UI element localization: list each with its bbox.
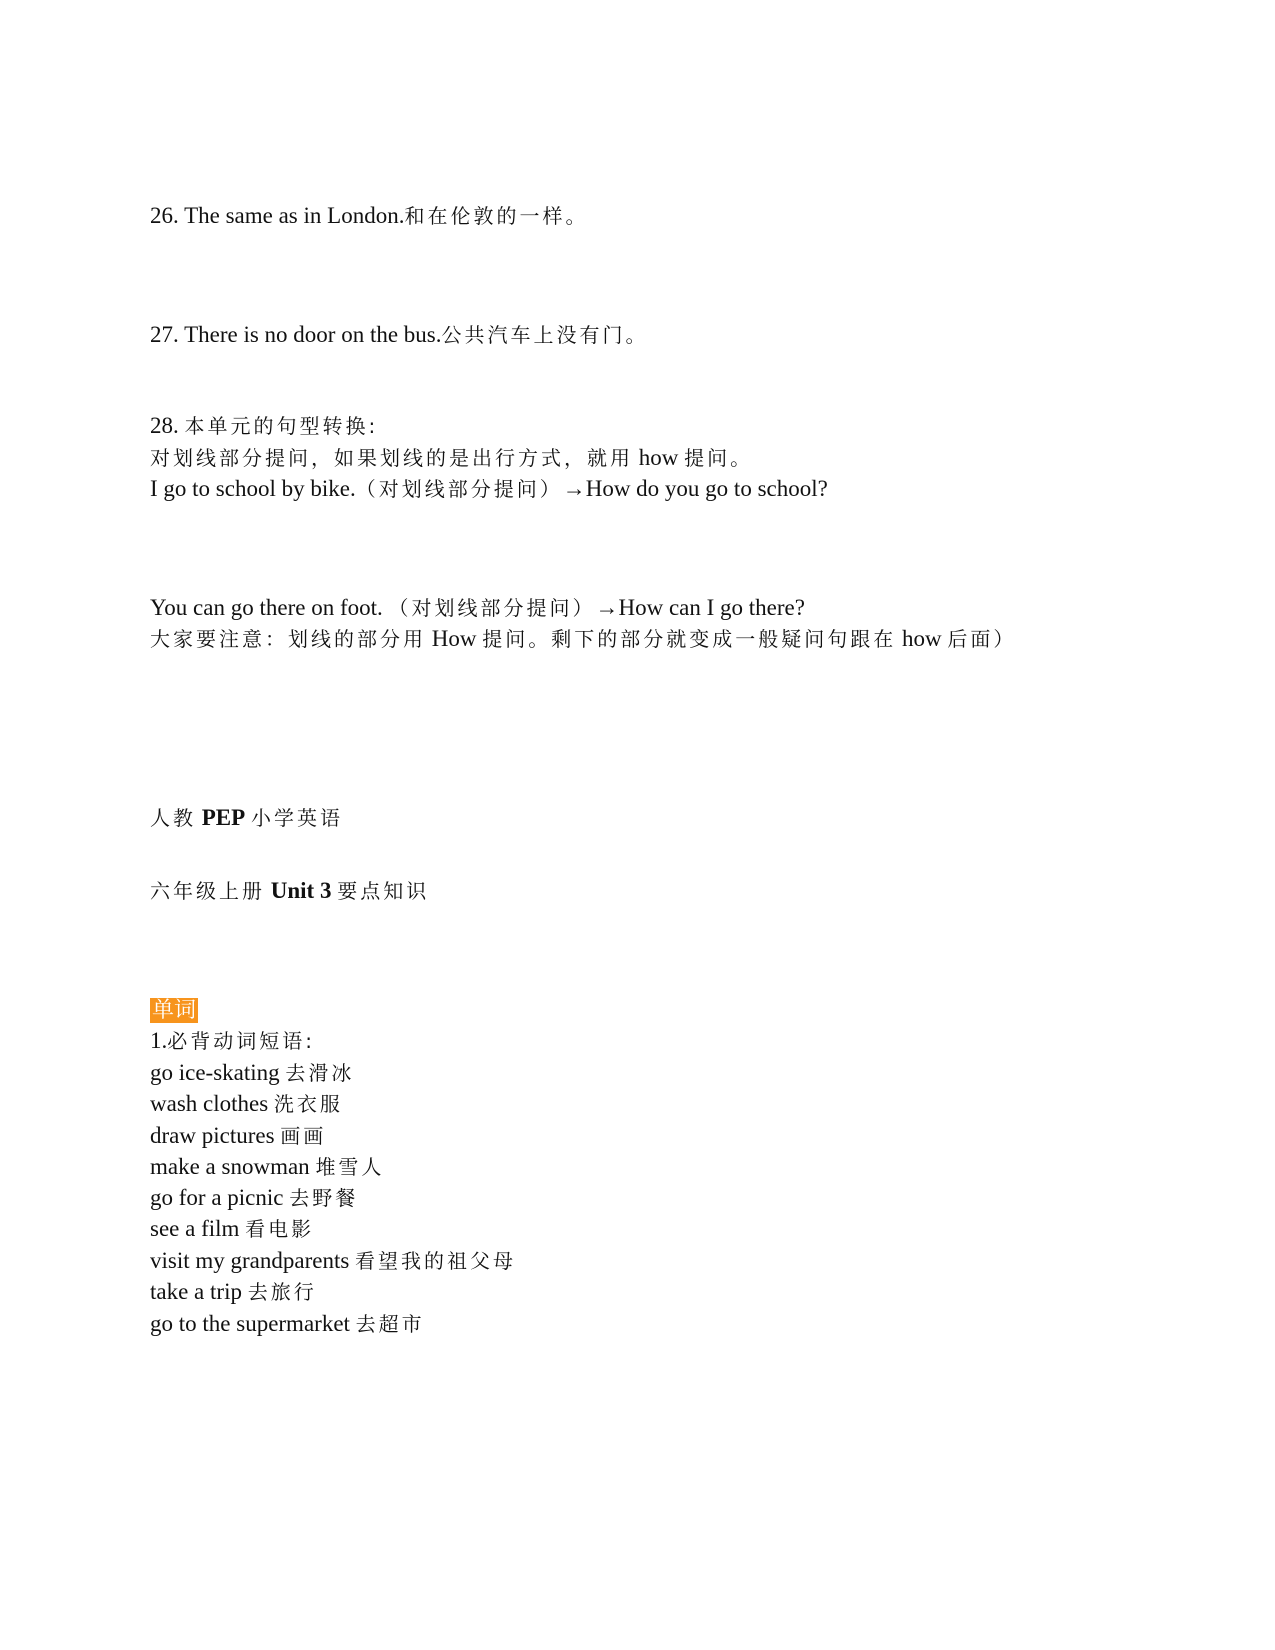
phrase-zh: 画画 [280,1124,327,1148]
list-item [150,1120,326,1152]
example-2 [150,592,805,624]
heading-unit-en: Unit 3 [270,878,332,903]
note [150,623,1016,655]
item-28-number: 28. [150,413,179,438]
phrase-zh: 去旅行 [247,1280,317,1304]
heading-publisher-zh-b: 小学英语 [250,806,343,830]
heading-unit-zh-a: 六年级上册 [150,879,265,903]
example-1-instruction: （对划线部分提问） [355,477,563,501]
note-text-3: 后面） [947,627,1017,651]
phrase-zh: 看电影 [245,1217,315,1241]
item-28-title-text: 本单元的句型转换: [184,414,379,438]
list-item [150,1276,317,1308]
sentence-27-en: 27. There is no door on the bus. [150,322,442,347]
list-item [150,1182,358,1214]
heading-publisher [150,802,343,834]
sentence-26 [150,200,588,232]
example-2-instruction: （对划线部分提问） [388,596,596,620]
phrase-en: go for a picnic [150,1185,284,1210]
example-2-source: You can go there on foot. [150,595,383,620]
rule-text-2: 提问。 [684,446,754,470]
sentence-27 [150,319,649,351]
vocab-intro-number: 1. [150,1028,168,1053]
rule-keyword: how [638,445,679,470]
phrase-en: wash clothes [150,1091,269,1116]
sentence-27-zh: 公共汽车上没有门。 [441,323,649,347]
vocab-intro-text: 必背动词短语: [167,1029,315,1053]
example-1-result: →How do you go to school? [562,476,828,501]
phrase-zh: 看望我的祖父母 [355,1249,517,1273]
sentence-26-en: 26. The same as in London. [150,203,405,228]
list-item [150,1245,516,1277]
phrase-en: go ice-skating [150,1060,280,1085]
phrase-en: take a trip [150,1279,242,1304]
phrase-zh: 去野餐 [289,1186,359,1210]
phrase-en: go to the supermarket [150,1311,350,1336]
rule-text-1: 对划线部分提问，如果划线的是出行方式，就用 [150,446,633,470]
sentence-26-zh: 和在伦敦的一样。 [404,204,589,228]
note-text-2: 提问。剩下的部分就变成一般疑问句跟在 [482,627,897,651]
phrase-zh: 去滑冰 [285,1061,355,1085]
note-text-1: 大家要注意：划线的部分用 [150,627,426,651]
heading-publisher-en: PEP [201,805,246,830]
note-keyword-1: How [431,626,477,651]
list-item [150,1057,354,1089]
example-2-result: →How can I go there? [595,595,805,620]
vocab-label [150,994,198,1027]
phrase-en: draw pictures [150,1123,275,1148]
list-item [150,1213,314,1245]
phrase-en: make a snowman [150,1154,310,1179]
phrase-zh: 洗衣服 [273,1092,343,1116]
phrase-en: see a film [150,1216,240,1241]
heading-unit-zh-b: 要点知识 [337,879,430,903]
item-28-rule [150,442,753,474]
vocab-intro [150,1025,315,1057]
example-1-source: I go to school by bike. [150,476,356,501]
list-item [150,1088,343,1120]
list-item [150,1151,384,1183]
vocab-label-badge: 单词 [152,998,197,1023]
phrase-zh: 堆雪人 [315,1155,385,1179]
heading-publisher-zh-a: 人教 [150,806,196,830]
example-1 [150,473,828,505]
note-keyword-2: how [901,626,942,651]
phrase-zh: 去超市 [355,1312,425,1336]
heading-unit [150,875,429,907]
list-item [150,1308,425,1340]
phrase-en: visit my grandparents [150,1248,350,1273]
item-28-title [150,410,378,442]
